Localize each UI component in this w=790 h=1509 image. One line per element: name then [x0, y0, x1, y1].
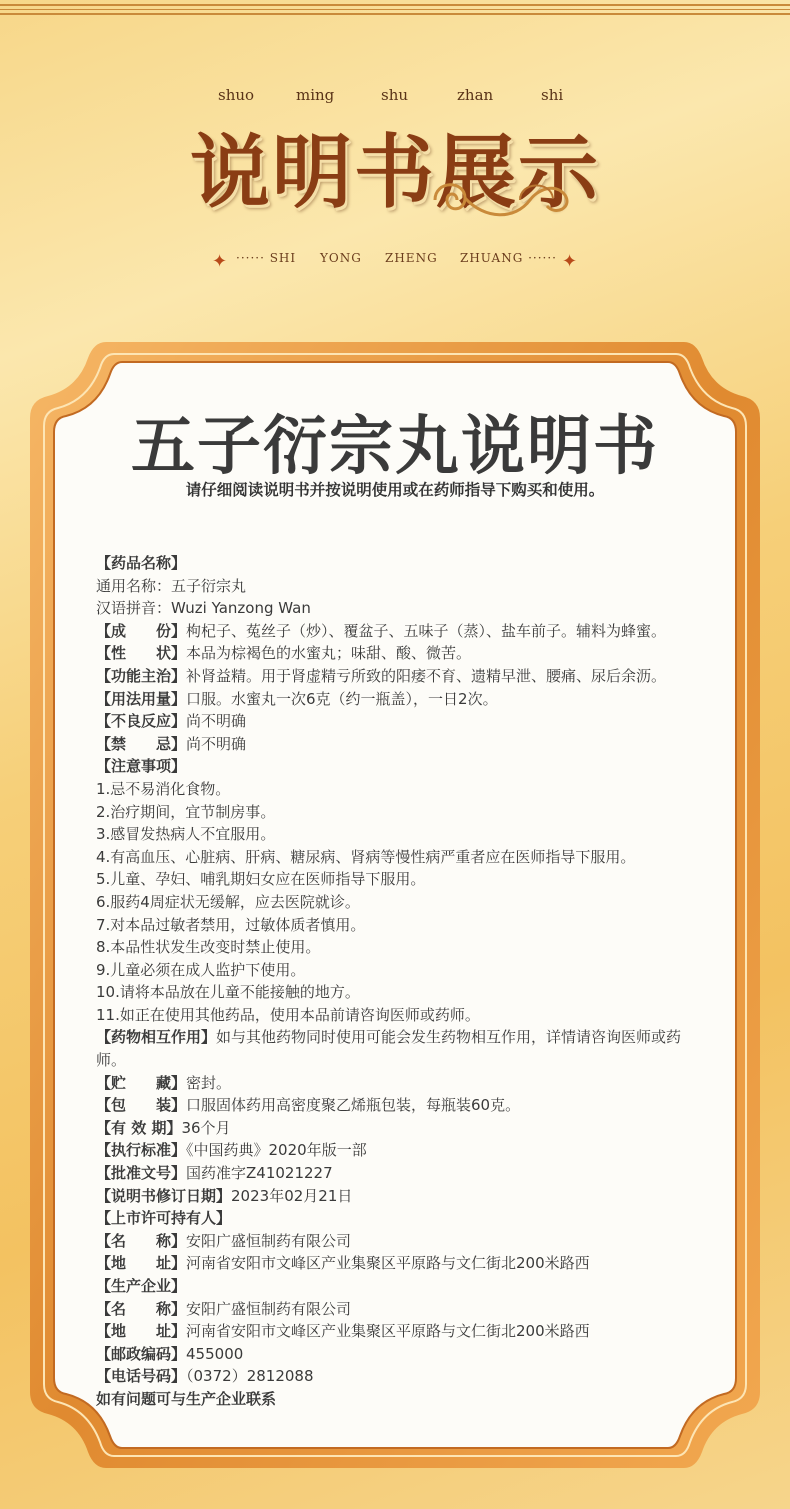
doc-line — [96, 1252, 706, 1275]
doc-line — [96, 823, 706, 846]
line-label: 【地 址】 — [96, 1322, 187, 1341]
line-text: 455000 — [186, 1344, 244, 1363]
line-label: 【批准文号】 — [96, 1164, 187, 1183]
line-label: 【贮 藏】 — [96, 1073, 187, 1092]
doc-line — [96, 1275, 706, 1298]
line-label: 【说明书修订日期】 — [96, 1186, 232, 1205]
line-text: 4.有高血压、心脏病、肝病、糖尿病、肾病等慢性病严重者应在医师指导下服用。 — [96, 847, 636, 866]
doc-line — [96, 733, 706, 756]
doc-line — [96, 642, 706, 665]
line-text: 9.儿童必须在成人监护下使用。 — [96, 960, 306, 979]
doc-line — [96, 1117, 706, 1140]
line-text: （0372）2812088 — [186, 1367, 314, 1386]
doc-line — [96, 1298, 706, 1321]
pinyin-4: zhan — [457, 86, 494, 104]
line-text: 国药准字Z41021227 — [186, 1164, 333, 1183]
star-left-icon: ✦ — [212, 251, 229, 272]
doc-line — [96, 1388, 706, 1411]
line-label: 【用法用量】 — [96, 689, 187, 708]
title-subline — [0, 248, 790, 270]
line-text: 2.治疗期间，宜节制房事。 — [96, 802, 276, 821]
doc-line — [96, 1139, 706, 1162]
line-text: 河南省安阳市文峰区产业集聚区平原路与文仁街北200米路西 — [186, 1254, 590, 1273]
page-title: 说明书展示 — [190, 125, 600, 219]
line-text: 6.服药4周症状无缓解，应去医院就诊。 — [96, 892, 360, 911]
line-label: 【功能主治】 — [96, 666, 187, 685]
line-text: 汉语拼音：Wuzi Yanzong Wan — [96, 599, 311, 618]
doc-line — [96, 1320, 706, 1343]
line-label: 【地 址】 — [96, 1254, 187, 1273]
doc-line — [96, 868, 706, 891]
pinyin-5: shi — [541, 86, 564, 104]
line-text: 如与其他药物同时使用可能会发生药物相互作用，详情请咨询医师或药师。 — [96, 1028, 682, 1070]
line-label: 【电话号码】 — [96, 1367, 187, 1386]
doc-line — [96, 846, 706, 869]
sub-word-1: ······ SHI — [236, 251, 297, 265]
line-label: 【名 称】 — [96, 1231, 187, 1250]
line-label: 【不良反应】 — [96, 712, 187, 731]
line-text: 尚不明确 — [186, 734, 247, 753]
cloud-swirl-icon — [425, 170, 585, 230]
line-text: 枸杞子、菟丝子（炒）、覆盆子、五味子（蒸）、盐车前子。辅料为蜂蜜。 — [186, 621, 667, 640]
line-text: 36个月 — [181, 1118, 231, 1137]
doc-line — [96, 1094, 706, 1117]
line-text: 通用名称：五子衍宗丸 — [96, 576, 247, 595]
doc-line — [96, 1343, 706, 1366]
line-text: 河南省安阳市文峰区产业集聚区平原路与文仁街北200米路西 — [186, 1322, 590, 1341]
doc-line — [96, 597, 706, 620]
pinyin-2: ming — [296, 86, 335, 104]
line-text: 本品为棕褐色的水蜜丸；味甜、酸、微苦。 — [186, 644, 472, 663]
line-text: 11.如正在使用其他药品，使用本品前请咨询医师或药师。 — [96, 1005, 480, 1024]
doc-line — [96, 688, 706, 711]
doc-line — [96, 1072, 706, 1095]
doc-line — [96, 1026, 706, 1071]
line-text: 安阳广盛恒制药有限公司 — [186, 1231, 352, 1250]
doc-line — [96, 914, 706, 937]
line-label: 【包 装】 — [96, 1096, 187, 1115]
title-pinyin — [0, 86, 790, 106]
line-text: 补肾益精。用于肾虚精亏所致的阳痿不育、遗精早泄、腰痛、尿后余沥。 — [186, 666, 667, 685]
line-label: 【邮政编码】 — [96, 1344, 187, 1363]
line-text: 1.忌不易消化食物。 — [96, 779, 231, 798]
doc-line — [96, 1004, 706, 1027]
line-label: 【上市许可持有人】 — [96, 1209, 232, 1228]
contact-note: 如有问题可与生产企业联系 — [96, 1389, 277, 1408]
doc-line — [96, 936, 706, 959]
line-label: 【药物相互作用】 — [96, 1028, 217, 1047]
line-text: 尚不明确 — [186, 712, 247, 731]
doc-line — [96, 575, 706, 598]
line-label: 【注意事项】 — [96, 757, 187, 776]
doc-line — [96, 959, 706, 982]
line-label: 【名 称】 — [96, 1299, 187, 1318]
line-text: 口服。水蜜丸一次6克（约一瓶盖），一日2次。 — [186, 689, 498, 708]
sub-word-3: ZHENG — [385, 251, 438, 265]
doc-line — [96, 1185, 706, 1208]
line-label: 【禁 忌】 — [96, 734, 187, 753]
line-text: 5.儿童、孕妇、哺乳期妇女应在医师指导下服用。 — [96, 870, 426, 889]
line-text: 口服固体药用高密度聚乙烯瓶包装，每瓶装60克。 — [186, 1096, 521, 1115]
doc-line — [96, 1207, 706, 1230]
document-subtitle: 请仔细阅读说明书并按说明使用或在药师指导下购买和使用。 — [185, 481, 605, 499]
doc-line — [96, 710, 706, 733]
doc-line — [96, 981, 706, 1004]
doc-line — [96, 801, 706, 824]
doc-line — [96, 620, 706, 643]
pinyin-1: shuo — [218, 86, 255, 104]
line-label: 【药品名称】 — [96, 554, 187, 572]
line-label: 【性 状】 — [96, 644, 187, 663]
line-text: 密封。 — [186, 1073, 232, 1092]
star-right-icon: ✦ — [562, 251, 579, 272]
sub-word-2: YONG — [320, 251, 362, 265]
line-text: 8.本品性状发生改变时禁止使用。 — [96, 938, 321, 957]
doc-line — [96, 1365, 706, 1388]
top-border — [0, 0, 790, 20]
sub-word-4: ZHUANG ······ — [460, 251, 557, 265]
line-label: 【生产企业】 — [96, 1277, 187, 1295]
line-label: 【成 份】 — [96, 621, 187, 640]
line-text: 10.请将本品放在儿童不能接触的地方。 — [96, 983, 360, 1002]
doc-line — [96, 778, 706, 801]
doc-line — [96, 1230, 706, 1253]
doc-line — [96, 1162, 706, 1185]
pinyin-3: shu — [381, 86, 409, 104]
line-text: 安阳广盛恒制药有限公司 — [186, 1299, 352, 1318]
line-text: 3.感冒发热病人不宜服用。 — [96, 825, 276, 844]
doc-line — [96, 755, 706, 778]
doc-line — [96, 552, 706, 575]
line-text: 《中国药典》2020年版一部 — [186, 1141, 367, 1160]
document-body — [96, 552, 706, 1411]
doc-line — [96, 665, 706, 688]
line-label: 【有 效 期】 — [96, 1118, 182, 1137]
line-text: 2023年02月21日 — [231, 1186, 353, 1205]
document-title: 五子衍宗丸说明书 — [131, 410, 659, 484]
doc-line — [96, 891, 706, 914]
line-text: 7.对本品过敏者禁用，过敏体质者慎用。 — [96, 915, 366, 934]
line-label: 【执行标准】 — [96, 1141, 187, 1160]
